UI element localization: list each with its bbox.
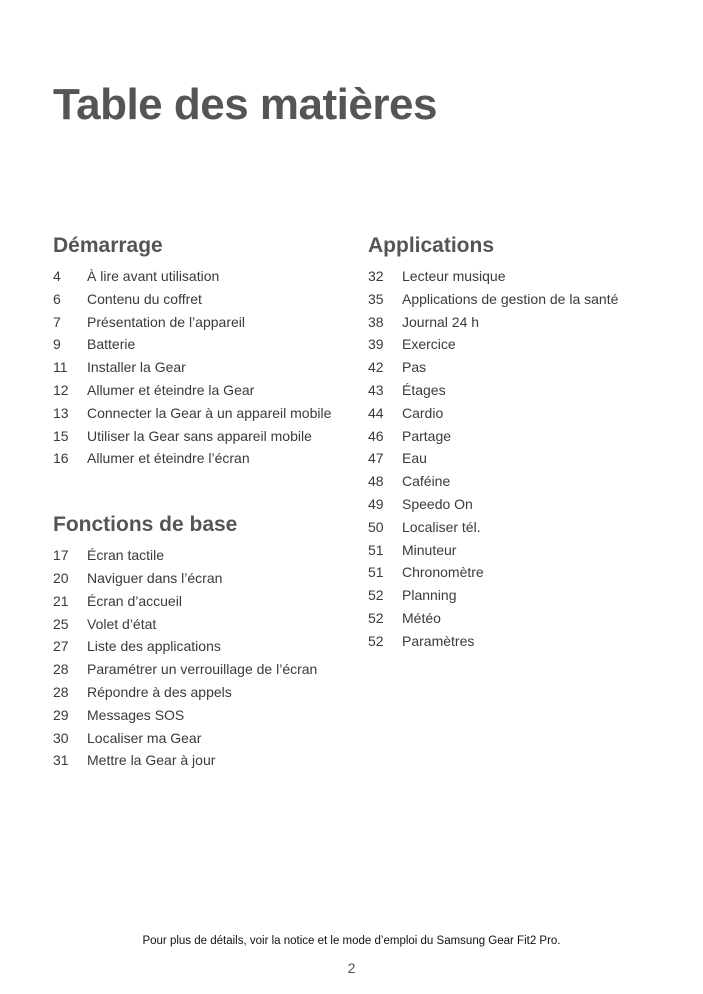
toc-entry-label: Pas [402,359,427,376]
toc-entry-label: Planning [402,587,457,604]
toc-entry-label: Localiser ma Gear [87,729,202,746]
page-number: 2 [347,960,356,976]
toc-entry[interactable] [368,333,668,356]
footer-note: Pour plus de détails, voir la notice et le mode d’emploi du Samsung Gear Fit2 Pro. [142,935,561,947]
toc-entry[interactable] [53,567,353,590]
toc-entry-page: 35 [368,290,384,307]
toc-entry-page: 30 [53,729,69,746]
toc-entry[interactable] [368,356,668,379]
toc-entry[interactable] [368,516,668,539]
toc-entry-page: 20 [53,569,69,586]
toc-entry-label: Journal 24 h [402,313,480,330]
toc-entry-page: 52 [368,632,384,649]
toc-entry-label: Partage [402,427,452,444]
toc-entry-page: 13 [53,404,69,421]
toc-entry-page: 29 [53,706,69,723]
toc-section-fonctions-de-base [53,510,353,772]
toc-entry-page: 52 [368,609,384,626]
toc-entry-label: Écran d’accueil [87,592,182,609]
toc-column-right [368,231,668,653]
toc-entry-label: Installer la Gear [87,359,186,376]
toc-entry-page: 46 [368,427,384,444]
toc-entry-label: Chronomètre [402,564,484,581]
toc-entry-page: 43 [368,381,384,398]
toc-entry[interactable] [368,265,668,288]
toc-entry-page: 7 [53,313,61,330]
toc-entry-label: Allumer et éteindre l’écran [87,450,250,467]
toc-entry-label: Batterie [87,336,136,353]
toc-entry[interactable] [368,561,668,584]
toc-entry-page: 25 [53,615,69,632]
section-title: Applications [368,234,495,257]
toc-entry[interactable] [53,265,353,288]
toc-entry[interactable] [368,447,668,470]
toc-entry[interactable] [368,584,668,607]
toc-entry-label: Répondre à des appels [87,683,232,700]
toc-entry[interactable] [368,402,668,425]
toc-entry-label: Eau [402,450,427,467]
toc-entry[interactable] [53,402,353,425]
toc-entry-label: Volet d’état [87,615,157,632]
toc-entry-page: 51 [368,564,384,581]
section-title: Fonctions de base [53,513,238,537]
toc-entry-page: 12 [53,381,69,398]
toc-entry-page: 31 [53,752,69,769]
toc-entry-page: 48 [368,473,384,490]
toc-entry-page: 16 [53,450,69,467]
toc-entry[interactable] [368,425,668,448]
toc-entry-label: Écran tactile [87,547,165,564]
toc-entry-page: 52 [368,587,384,604]
toc-entry-label: Connecter la Gear à un appareil mobile [87,404,332,421]
toc-entry[interactable] [368,379,668,402]
toc-entry-page: 42 [368,359,384,376]
toc-entry[interactable] [53,613,353,636]
toc-entry-page: 4 [53,268,61,284]
toc-entry-label: Allumer et éteindre la Gear [87,381,255,398]
toc-entry-page: 38 [368,313,384,330]
toc-entry-label: Utiliser la Gear sans appareil mobile [87,427,312,444]
toc-entry-label: Contenu du coffret [87,290,202,307]
toc-entry-page: 28 [53,683,69,700]
toc-entry-page: 15 [53,427,69,444]
toc-entry-page: 51 [368,541,384,558]
toc-entry-label: Étages [402,381,446,398]
toc-entry[interactable] [53,658,353,681]
toc-section-applications [368,231,668,653]
toc-entry[interactable] [53,379,353,402]
toc-entry[interactable] [368,288,668,311]
toc-entry[interactable] [53,356,353,379]
toc-entry[interactable] [53,425,353,448]
toc-entry[interactable] [53,635,353,658]
toc-entry[interactable] [53,288,353,311]
toc-column-left [53,231,353,772]
toc-entry-page: 11 [53,359,68,376]
toc-entry-page: 44 [368,404,384,421]
toc-entry[interactable] [53,727,353,750]
toc-section-demarrage [53,231,353,470]
toc-entry-label: À lire avant utilisation [87,268,220,284]
toc-entry[interactable] [368,630,668,653]
toc-entry-label: Paramétrer un verrouillage de l’écran [87,661,318,678]
toc-entry[interactable] [368,470,668,493]
toc-entry-label: Liste des applications [87,638,221,655]
toc-entry[interactable] [368,539,668,562]
toc-entry-page: 21 [53,592,69,609]
toc-entry-page: 47 [368,450,384,467]
toc-entry[interactable] [368,493,668,516]
toc-entry[interactable] [53,590,353,613]
toc-entry[interactable] [53,704,353,727]
toc-entry[interactable] [368,607,668,630]
toc-entry-page: 32 [368,268,384,284]
toc-entry[interactable] [53,544,353,567]
toc-entry-page: 6 [53,290,61,307]
toc-entry-label: Caféine [402,473,451,490]
page-title: Table des matières [53,80,437,129]
toc-entry-label: Applications de gestion de la santé [402,290,619,307]
toc-entry-label: Paramètres [402,632,475,649]
toc-entry-label: Messages SOS [87,706,185,723]
toc-entry[interactable] [53,447,353,470]
section-title: Démarrage [53,234,163,257]
toc-entry-label: Mettre la Gear à jour [87,752,216,769]
toc-entry[interactable] [53,333,353,356]
toc-entry-page: 28 [53,661,69,678]
toc-entry-page: 50 [368,518,384,535]
toc-entry-label: Naviguer dans l’écran [87,569,223,586]
toc-entry[interactable] [53,311,353,334]
toc-entry-label: Cardio [402,404,444,421]
toc-entry-label: Minuteur [402,541,457,558]
toc-entry-label: Speedo On [402,495,473,512]
toc-entry-label: Localiser tél. [402,518,481,535]
toc-entry-label: Lecteur musique [402,268,506,284]
toc-entry-label: Météo [402,609,441,626]
toc-entry-page: 39 [368,336,384,353]
toc-entry-page: 9 [53,336,61,353]
toc-entry-label: Exercice [402,336,456,353]
toc-entry-label: Présentation de l’appareil [87,313,245,330]
toc-entry-page: 49 [368,495,384,512]
toc-entry-page: 27 [53,638,69,655]
toc-entry[interactable] [368,311,668,334]
toc-entry[interactable] [53,681,353,704]
toc-entry[interactable] [53,749,353,772]
toc-entry-page: 17 [53,547,69,564]
